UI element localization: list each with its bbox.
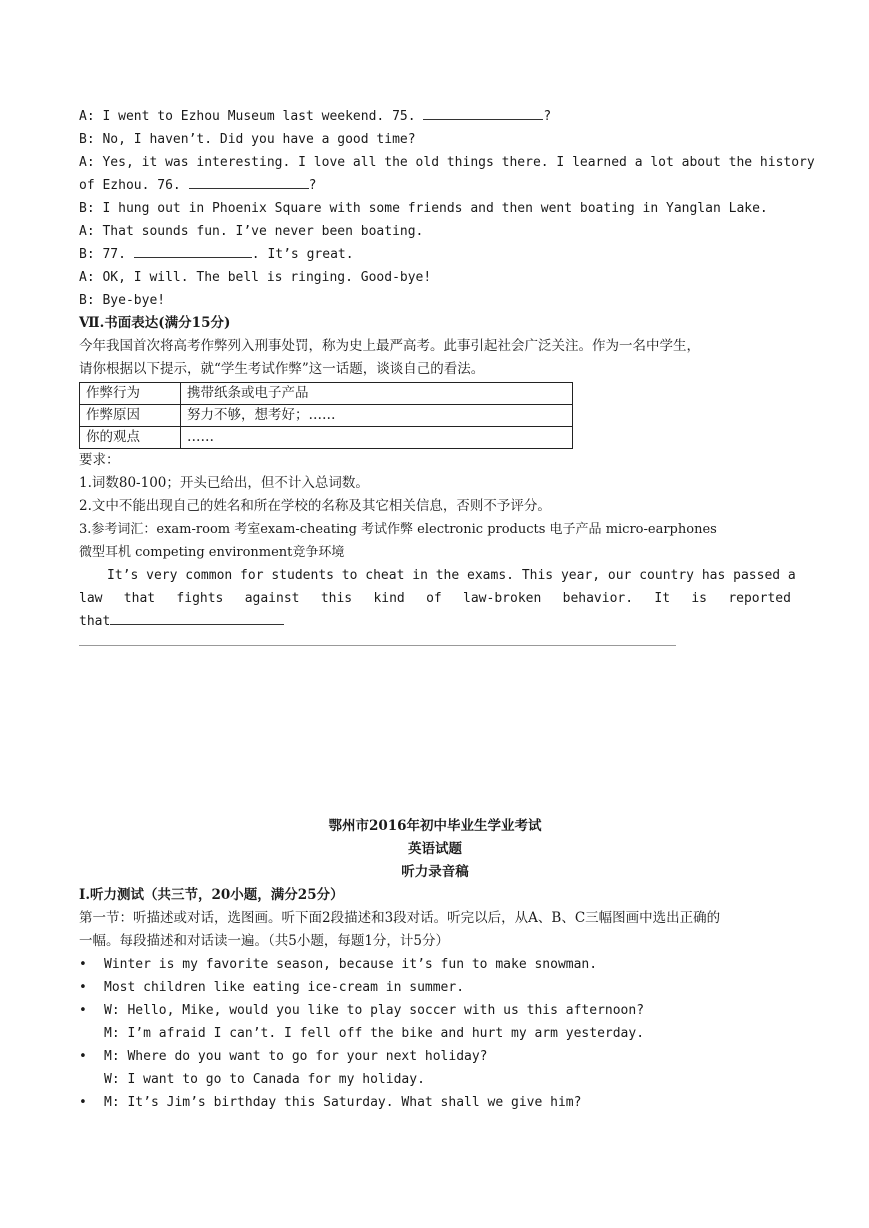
exam-subheading: 英语试题: [408, 841, 462, 857]
exam-heading: 鄂州市2016年初中毕业生学业考试: [328, 818, 542, 834]
answer-blank-75[interactable]: [423, 105, 543, 120]
requirements-title: 要求：: [79, 452, 120, 468]
writing-hints-table: [79, 382, 573, 449]
script-heading: 听力录音稿: [401, 864, 469, 880]
essay-word: law-broken: [463, 591, 542, 606]
dialogue-text: of Ezhou. 76.: [79, 178, 189, 193]
bullet-icon: •: [79, 1095, 87, 1110]
essay-word: of: [426, 591, 442, 606]
dialogue-line: [79, 174, 791, 197]
writing-prompt: 请你根据以下提示，就“学生考试作弊”这一话题，谈谈自己的看法。: [79, 361, 485, 377]
bullet-icon: •: [79, 957, 87, 972]
answer-blank-76[interactable]: [189, 174, 309, 189]
listening-item: [79, 999, 791, 1022]
dialogue-text: A: I went to Ezhou Museum last weekend. 75.: [79, 109, 424, 124]
essay-writing-blank[interactable]: [110, 610, 284, 625]
listening-intro: 第一节：听描述或对话，选图画。听下面2段描述和3段对话。听完以后，从A、B、C三幅图画中选出正确的: [79, 910, 721, 926]
requirement-item: 2.文中不能出现自己的姓名和所在学校的名称及其它相关信息，否则不予评分。: [79, 498, 551, 514]
listening-item: [79, 953, 791, 976]
listening-item: [79, 1091, 791, 1114]
listening-text: M: It’s Jim’s birthday this Saturday. What shall we give him?: [104, 1095, 582, 1110]
listening-text: Most children like eating ice-cream in summer.: [104, 980, 465, 995]
essay-word: is: [691, 591, 708, 606]
essay-answer-line[interactable]: [79, 645, 676, 646]
requirement-item: 微型耳机 competing environment竞争环境: [79, 545, 345, 560]
listening-intro: 一幅。每段描述和对话读一遍。（共5小题，每题1分，计5分）: [79, 933, 450, 949]
dialogue-line: [79, 243, 791, 266]
dialogue-line: B: I hung out in Phoenix Square with some friends and then went boating in Yanglan Lake.: [79, 201, 768, 216]
requirement-item: 3.参考词汇：exam-room 考室exam-cheating 考试作弊 electronic products 电子产品 micro-earphones: [79, 522, 717, 537]
table-cell-value: 携带纸条或电子产品: [181, 383, 573, 405]
listening-script-section: [79, 815, 791, 1114]
listening-text: W: Hello, Mike, would you like to play soccer with us this afternoon?: [104, 1003, 645, 1018]
bullet-icon: •: [79, 980, 87, 995]
listening-text: M: Where do you want to go for your next holiday?: [104, 1049, 488, 1064]
bullet-icon: •: [79, 1049, 87, 1064]
listening-section-title: Ⅰ.听力测试（共三节，20小题，满分25分）: [79, 887, 344, 903]
table-row: [80, 427, 573, 449]
dialogue-line: B: Bye-bye!: [79, 293, 166, 308]
essay-word: behavior.: [562, 591, 634, 606]
writing-section-title: Ⅶ.书面表达(满分15分): [79, 315, 231, 331]
listening-text: M: I’m afraid I can’t. I fell off the bike and hurt my arm yesterday.: [104, 1026, 645, 1041]
table-cell-label: 作弊行为: [80, 383, 181, 405]
dialogue-text: B: 77.: [79, 247, 134, 262]
essay-start: It’s very common for students to cheat in the exams. This year, our country has passed a: [107, 568, 796, 583]
dialogue-text: ?: [543, 109, 552, 124]
bullet-icon: •: [79, 1003, 87, 1018]
table-cell-value: 努力不够，想考好；……: [181, 405, 573, 427]
table-row: [80, 383, 573, 405]
essay-word: against: [244, 591, 300, 606]
table-cell-label: 你的观点: [80, 427, 181, 449]
essay-word: fights: [176, 591, 224, 606]
table-cell-label: 作弊原因: [80, 405, 181, 427]
essay-word: kind: [373, 591, 405, 606]
listening-text: W: I want to go to Canada for my holiday.: [104, 1072, 425, 1087]
essay-start: [79, 610, 791, 633]
listening-item: [79, 1045, 791, 1068]
dialogue-line: [79, 105, 791, 128]
dialogue-section: [79, 105, 815, 633]
writing-prompt: 今年我国首次将高考作弊列入刑事处罚，称为史上最严高考。此事引起社会广泛关注。作为一名中学生，: [79, 338, 700, 354]
listening-text: Winter is my favorite season, because it’s fun to make snowman.: [104, 957, 598, 972]
essay-start-justified: [79, 587, 791, 610]
listening-item-continuation: [79, 1068, 791, 1091]
dialogue-line: A: OK, I will. The bell is ringing. Good-bye!: [79, 270, 432, 285]
dialogue-line: B: No, I haven’t. Did you have a good time?: [79, 132, 416, 147]
requirement-item: 1.词数80-100；开头已给出，但不计入总词数。: [79, 475, 369, 491]
essay-word: that: [123, 591, 156, 606]
essay-word: reported: [728, 591, 791, 606]
table-cell-value: ……: [181, 427, 573, 449]
essay-word: It: [654, 591, 671, 606]
dialogue-text: ?: [308, 178, 317, 193]
dialogue-line: A: That sounds fun. I’ve never been boating.: [79, 224, 424, 239]
essay-start-text: that: [79, 614, 111, 629]
listening-items: [79, 953, 791, 1114]
dialogue-text: . It’s great.: [251, 247, 354, 262]
listening-item: [79, 976, 791, 999]
listening-item-continuation: [79, 1022, 791, 1045]
answer-blank-77[interactable]: [134, 243, 252, 258]
essay-word: law: [79, 591, 103, 606]
table-row: [80, 405, 573, 427]
dialogue-line: A: Yes, it was interesting. I love all the old things there. I learned a lot about the history: [79, 155, 815, 170]
essay-word: this: [320, 591, 353, 606]
